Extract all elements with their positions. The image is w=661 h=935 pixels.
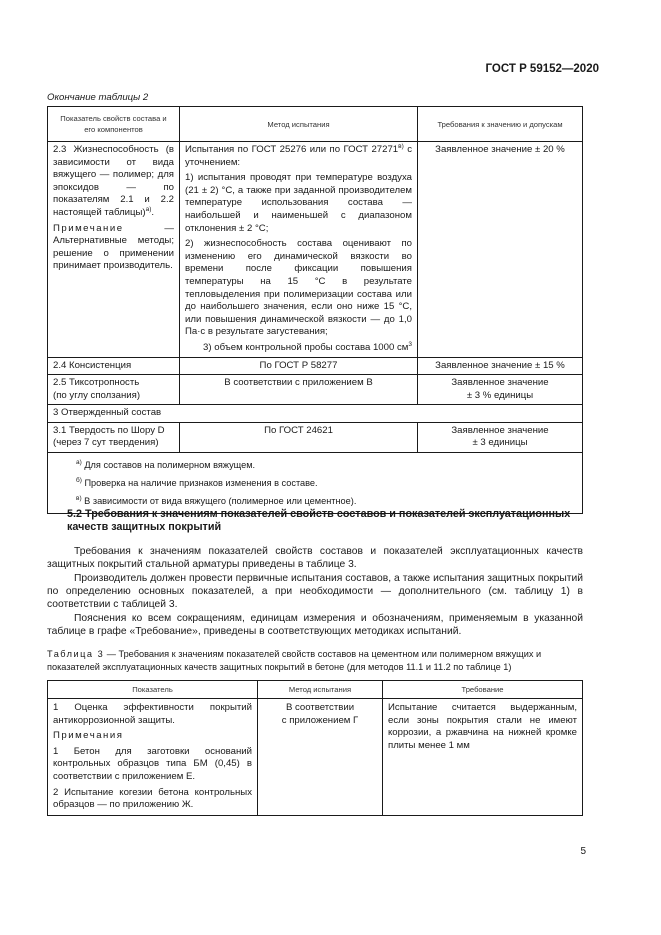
page-number: 5 (580, 846, 586, 857)
table3-header-row (48, 681, 583, 699)
table2-row-3-1-indicator (48, 422, 180, 452)
table3-method-line1: В соответствии (285, 702, 355, 713)
table2-row-3-1 (48, 422, 583, 452)
requirement-2-5-line1: Заявленное значение (451, 377, 549, 389)
indicator-2-3-text: 2.3 Жизнеспособность (в зависимости от вида вяжущего — полимер; для эпоксидов — по показателям 2.1 и 2.2 настоящей таблицы) (53, 144, 174, 218)
table2-row-3-1-requirement (418, 422, 583, 452)
method-intro: Испытания по ГОСТ 25276 или по ГОСТ 27271 (185, 144, 399, 155)
footnote-a: $^{а)}$ Для составов на полимерном вяжущем. (76, 459, 256, 471)
table3-col-requirement: Требование (383, 681, 583, 699)
table2-row-2-5-requirement (418, 375, 583, 405)
cubic-superscript: 3 (408, 340, 412, 348)
indicator-3-1-line1: 3.1 Твердость по Шору D (53, 424, 165, 436)
indicator-2-5-line1: 2.5 Тиксотропность (53, 377, 140, 389)
footnote-b: $^{б)}$ Проверка на наличие признаков изменения в составе. (76, 477, 318, 489)
table3-row-1 (48, 699, 583, 816)
table3-row-1-method (258, 699, 383, 816)
table2-footnotes (48, 453, 583, 514)
requirement-2-5-line2: ± 3 % единицы (466, 389, 534, 401)
table3-row-1-requirement: Испытание считается выдержанным, если зоны покрытия стали не имеют коррозии, а ржавчина на нижней кромке плиты менее 1 мм (383, 699, 583, 816)
table3-caption (47, 648, 583, 674)
table3-notes-label: Примечания (53, 730, 124, 742)
table2-row-2-5-indicator (48, 375, 180, 405)
table2-row-2-4-indicator: 2.4 Консистенция (48, 357, 180, 375)
table3-col-indicator: Показатель (48, 681, 258, 699)
table2-row-2-4 (48, 357, 583, 375)
table2-row-2-3 (48, 142, 583, 358)
table2-caption: Окончание таблицы 2 (47, 92, 149, 103)
note-label: Примечание (53, 222, 124, 234)
table3-col-method: Метод испытания (258, 681, 383, 699)
paragraph-1: Требования к значениям показателей свойств составов и показателей эксплуатационных качеств защитных покрытий стальной арматуры приведены в таблице 3. (47, 546, 583, 571)
table3-indicator-text: 1 Оценка эффективности покрытий антикоррозионной защиты. (53, 702, 252, 726)
table2-header-row (48, 107, 583, 142)
footnote-v: $^{в)}$ В зависимости от вида вяжущего (полимерное или цементное). (76, 495, 357, 507)
paragraph-3: Пояснения ко всем сокращениям, единицам измерения и обозначениям, применяемым в указанной таблице в графе «Требование», приведены в соответствующих методиках испытаний. (47, 613, 583, 638)
table-2 (47, 106, 583, 514)
indicator-3-1-line2: (через 7 сут твердения) (53, 437, 159, 449)
method-item-2: 2) жизнеспособность состава оценивают по изменению его динамической вязкости во времени после фиксации повышения температуры на 15 °С в результате тепловыделения при полимеризации состава или до наибольшего значения, если оно ниже 15 °С, или повышения динамической вязкости — до 1,0 Па·с в результате загустевания; (185, 238, 412, 338)
table3-caption-label: Таблица 3 (47, 649, 105, 659)
footnote-ref-a: а) (145, 205, 152, 213)
requirement-3-1-line2: ± 3 единицы (472, 437, 528, 449)
table2-section-cured: 3 Отвержденный состав (48, 405, 583, 423)
table2-row-3-section (48, 405, 583, 423)
method-intro-tail: с уточнением: (185, 144, 413, 168)
table2-row-2-5 (48, 375, 583, 405)
table3-row-1-indicator (48, 699, 258, 816)
table-3 (47, 680, 583, 816)
method-item-1: 1) испытания проводят при температуре воздуха (21 ± 2) °С, а также при заданной производителем температуре использования состава — наибольшей и наименьшей с диапазоном отклонения ± 2 °С; (185, 172, 412, 234)
note-text: — Альтернативные методы; решение о применении принимает производитель. (53, 222, 174, 272)
requirement-3-1-line1: Заявленное значение (451, 424, 549, 436)
indicator-2-5-line2: (по углу сползания) (53, 389, 141, 401)
table2-row-3-1-method: По ГОСТ 24621 (180, 422, 418, 452)
table2-footnotes-row (48, 453, 583, 514)
table3-caption-text: — Требования к значениям показателей свойств составов на цементном или полимерном вяжущих и показателей эксплуатационных качеств защитных покрытий в бетоне (для методов 11.1 и 11.2 по таблице 1) (47, 649, 542, 672)
table2-row-2-5-method: В соответствии с приложением В (180, 375, 418, 405)
table3-note-2: 2 Испытание когезии бетона контрольных образцов — по приложению Ж. (53, 786, 252, 811)
table2-row-2-4-requirement: Заявленное значение ± 15 % (418, 357, 583, 375)
method-item-3: 3) объем контрольной пробы состава 1000 см (203, 341, 409, 353)
table3-note-1: 1 Бетон для заготовки оснований контрольных образцов типа БМ (0,45) в соответствии с приложением Е. (53, 745, 252, 782)
table2-col-indicator: Показатель свойств состава и его компонентов (48, 107, 180, 142)
footnote-ref-v: в) (398, 142, 404, 150)
table2-row-2-3-method (180, 142, 418, 358)
paragraph-2: Производитель должен провести первичные испытания составов, а также испытания защитных покрытий по определению основных показателей, а при необходимости — дополнительного (см. таблицу 1) в соответствии с таблицей 3. (47, 573, 583, 611)
table2-col-requirement: Требования к значению и допускам (418, 107, 583, 142)
table2-row-2-3-indicator: 2.3 Жизнеспособность (в зависимости от вида вяжущего — полимер; для эпоксидов — по показателям 2.1 и 2.2 настоящей таблицы)$^{а)}$. Примечание — Альтернативные методы; решение о применении принимает производитель. (48, 142, 180, 358)
table2-col-method: Метод испытания (180, 107, 418, 142)
table2-row-2-3-requirement: Заявленное значение ± 20 % (418, 142, 583, 358)
section-5-2-title: 5.2 Требования к значениям показателей свойств составов и показателей эксплуатационных качеств защитных покрытий (67, 508, 571, 533)
document-code: ГОСТ Р 59152—2020 (485, 63, 599, 75)
table3-method-line2: с приложением Г (281, 714, 359, 726)
table2-row-2-4-method: По ГОСТ Р 58277 (180, 357, 418, 375)
